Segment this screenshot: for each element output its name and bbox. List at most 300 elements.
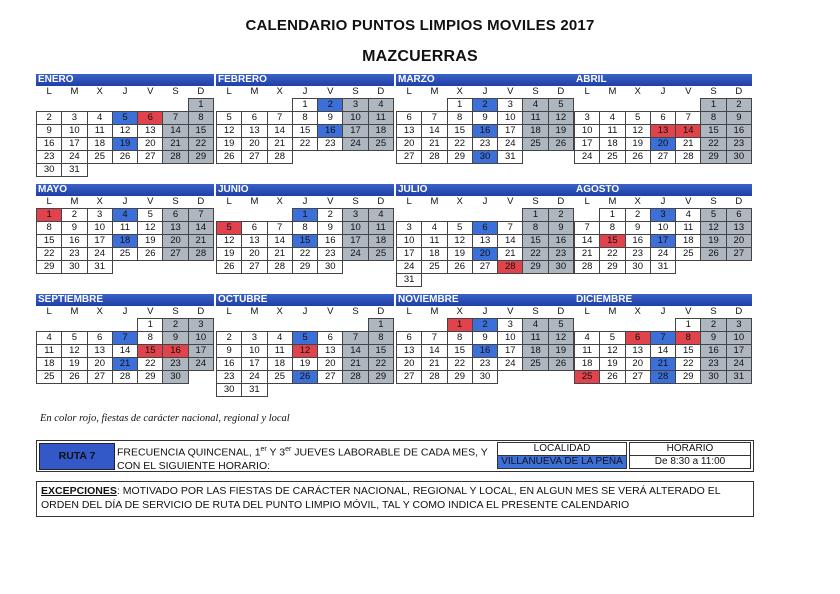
day-cell: 2 bbox=[37, 112, 62, 125]
day-cell: 13 bbox=[650, 125, 675, 138]
empty-cell bbox=[267, 319, 292, 332]
weekday-label: J bbox=[482, 196, 488, 208]
route-frequency: FRECUENCIA QUINCENAL, 1er Y 3er JUEVES LABORABLE DE CADA MES, Y CON EL SIGUIENTE HORARIO: bbox=[117, 446, 488, 472]
day-cell: 17 bbox=[498, 345, 523, 358]
month-name: ENERO bbox=[36, 74, 214, 86]
weekday-label: L bbox=[584, 306, 590, 318]
day-cell: 18 bbox=[37, 358, 62, 371]
day-cell: 13 bbox=[87, 345, 112, 358]
day-cell: 15 bbox=[447, 345, 472, 358]
day-cell: 4 bbox=[267, 332, 292, 345]
empty-cell bbox=[523, 151, 548, 164]
weekday-label: X bbox=[456, 86, 463, 97]
day-cell: 3 bbox=[498, 319, 523, 332]
day-cell: 22 bbox=[37, 248, 62, 261]
empty-cell bbox=[62, 319, 87, 332]
day-cell: 29 bbox=[701, 151, 726, 164]
day-cell: 15 bbox=[138, 345, 163, 358]
day-cell: 29 bbox=[292, 261, 317, 274]
day-cell: 25 bbox=[37, 371, 62, 384]
empty-cell bbox=[112, 319, 137, 332]
month-agosto bbox=[574, 184, 752, 274]
day-cell: 7 bbox=[575, 222, 600, 235]
day-cell: 6 bbox=[625, 332, 650, 345]
empty-cell bbox=[472, 274, 497, 287]
weekday-label: S bbox=[532, 196, 539, 207]
empty-cell bbox=[422, 99, 447, 112]
day-cell: 16 bbox=[163, 345, 188, 358]
day-cell: 6 bbox=[242, 222, 267, 235]
day-cell: 6 bbox=[397, 112, 422, 125]
empty-cell bbox=[397, 319, 422, 332]
day-cell: 25 bbox=[368, 138, 393, 151]
day-cell: 28 bbox=[343, 371, 368, 384]
weekday-label: S bbox=[352, 196, 359, 207]
day-cell: 9 bbox=[318, 222, 343, 235]
month-name: DICIEMBRE bbox=[574, 294, 752, 306]
day-cell: 19 bbox=[217, 138, 242, 151]
empty-cell bbox=[600, 319, 625, 332]
empty-cell bbox=[112, 261, 137, 274]
day-cell: 7 bbox=[188, 209, 213, 222]
day-cell: 20 bbox=[650, 138, 675, 151]
day-cell: 11 bbox=[575, 345, 600, 358]
weekday-label: L bbox=[584, 86, 590, 98]
day-cell: 10 bbox=[343, 222, 368, 235]
empty-cell bbox=[676, 99, 701, 112]
day-cell: 5 bbox=[138, 209, 163, 222]
month-junio bbox=[216, 184, 394, 274]
day-cell: 10 bbox=[575, 125, 600, 138]
empty-cell bbox=[292, 384, 317, 397]
day-cell: 9 bbox=[62, 222, 87, 235]
day-cell: 28 bbox=[650, 371, 675, 384]
day-cell: 15 bbox=[292, 125, 317, 138]
horario-header: HORARIO bbox=[629, 442, 751, 456]
empty-cell bbox=[217, 99, 242, 112]
day-cell: 20 bbox=[397, 358, 422, 371]
month-name: AGOSTO bbox=[574, 184, 752, 196]
empty-cell bbox=[548, 371, 573, 384]
day-cell: 11 bbox=[267, 345, 292, 358]
day-cell: 28 bbox=[498, 261, 523, 274]
day-cell: 20 bbox=[472, 248, 497, 261]
weekday-label: V bbox=[507, 86, 514, 97]
day-cell: 26 bbox=[217, 151, 242, 164]
empty-cell bbox=[600, 99, 625, 112]
day-cell: 27 bbox=[650, 151, 675, 164]
day-cell: 13 bbox=[625, 345, 650, 358]
day-cell: 3 bbox=[62, 112, 87, 125]
day-cell: 17 bbox=[343, 235, 368, 248]
day-cell: 9 bbox=[318, 112, 343, 125]
day-cell: 14 bbox=[163, 125, 188, 138]
day-cell: 2 bbox=[217, 332, 242, 345]
empty-cell bbox=[368, 384, 393, 397]
weekday-label: M bbox=[250, 196, 259, 208]
month-name: OCTUBRE bbox=[216, 294, 394, 306]
empty-cell bbox=[267, 99, 292, 112]
weekday-label: S bbox=[172, 86, 179, 98]
weekday-label: J bbox=[302, 86, 308, 97]
day-cell: 26 bbox=[548, 358, 573, 371]
day-cell: 21 bbox=[422, 358, 447, 371]
day-cell: 24 bbox=[726, 358, 751, 371]
day-cell: 2 bbox=[548, 209, 573, 222]
day-cell: 12 bbox=[292, 345, 317, 358]
day-cell: 20 bbox=[138, 138, 163, 151]
municipality-title: MAZCUERRAS bbox=[362, 48, 478, 65]
day-cell: 9 bbox=[163, 332, 188, 345]
day-cell: 9 bbox=[472, 332, 497, 345]
day-cell: 16 bbox=[701, 345, 726, 358]
empty-cell bbox=[242, 319, 267, 332]
day-cell: 22 bbox=[701, 138, 726, 151]
weekday-label: V bbox=[685, 306, 692, 317]
day-cell: 26 bbox=[600, 371, 625, 384]
day-cell: 23 bbox=[625, 248, 650, 261]
day-cell: 21 bbox=[267, 248, 292, 261]
empty-cell bbox=[87, 99, 112, 112]
day-cell: 17 bbox=[575, 138, 600, 151]
day-cell: 15 bbox=[600, 235, 625, 248]
empty-cell bbox=[575, 99, 600, 112]
day-cell: 3 bbox=[87, 209, 112, 222]
exceptions-text: : MOTIVADO POR LAS FIESTAS DE CARÁCTER NACIONAL, REGIONAL Y LOCAL, EN ALGUN MES SE VERÁ ALTERADO EL ORDEN DEL DÍA DE SERVICIO DE RUTA DEL PUNTO LIMPIO MÓVIL, TAL Y COMO INDICA EL PRESENTE CALENDARIO bbox=[41, 485, 721, 511]
weekday-label: M bbox=[430, 306, 439, 318]
empty-cell bbox=[422, 209, 447, 222]
weekday-label: V bbox=[327, 196, 334, 207]
day-cell: 6 bbox=[726, 209, 751, 222]
day-cell: 17 bbox=[188, 345, 213, 358]
day-cell: 20 bbox=[242, 248, 267, 261]
day-cell: 23 bbox=[472, 138, 497, 151]
day-cell: 8 bbox=[138, 332, 163, 345]
weekday-label: D bbox=[377, 306, 385, 317]
weekday-label: X bbox=[634, 196, 641, 207]
empty-cell bbox=[318, 384, 343, 397]
day-cell: 6 bbox=[650, 112, 675, 125]
day-cell: 7 bbox=[343, 332, 368, 345]
day-cell: 1 bbox=[676, 319, 701, 332]
day-cell: 31 bbox=[498, 151, 523, 164]
empty-cell bbox=[242, 99, 267, 112]
day-cell: 21 bbox=[343, 358, 368, 371]
empty-cell bbox=[292, 319, 317, 332]
day-cell: 31 bbox=[397, 274, 422, 287]
weekday-label: L bbox=[46, 306, 52, 318]
empty-cell bbox=[368, 261, 393, 274]
day-cell: 9 bbox=[548, 222, 573, 235]
day-cell: 20 bbox=[163, 235, 188, 248]
weekday-label: S bbox=[352, 86, 359, 97]
day-cell: 3 bbox=[397, 222, 422, 235]
weekday-label: L bbox=[226, 196, 232, 208]
empty-cell bbox=[87, 164, 112, 177]
empty-cell bbox=[650, 319, 675, 332]
day-cell: 1 bbox=[600, 209, 625, 222]
day-cell: 24 bbox=[575, 151, 600, 164]
day-cell: 24 bbox=[87, 248, 112, 261]
day-cell: 30 bbox=[472, 371, 497, 384]
day-cell: 10 bbox=[343, 112, 368, 125]
day-cell: 25 bbox=[267, 371, 292, 384]
day-cell: 14 bbox=[498, 235, 523, 248]
day-cell: 2 bbox=[62, 209, 87, 222]
day-cell: 5 bbox=[625, 112, 650, 125]
day-cell: 20 bbox=[318, 358, 343, 371]
day-cell: 19 bbox=[112, 138, 137, 151]
day-cell: 30 bbox=[318, 261, 343, 274]
weekday-label: V bbox=[685, 86, 692, 98]
day-cell: 18 bbox=[368, 125, 393, 138]
weekday-label: S bbox=[172, 196, 179, 207]
day-cell: 12 bbox=[600, 345, 625, 358]
day-cell: 5 bbox=[447, 222, 472, 235]
day-cell: 24 bbox=[242, 371, 267, 384]
empty-cell bbox=[498, 209, 523, 222]
weekday-label: V bbox=[507, 196, 514, 208]
month-octubre bbox=[216, 294, 394, 397]
day-cell: 27 bbox=[87, 371, 112, 384]
empty-cell bbox=[62, 99, 87, 112]
day-cell: 26 bbox=[625, 151, 650, 164]
weekday-label: M bbox=[70, 86, 79, 98]
day-cell: 5 bbox=[62, 332, 87, 345]
empty-cell bbox=[163, 164, 188, 177]
day-cell: 7 bbox=[498, 222, 523, 235]
day-cell: 22 bbox=[188, 138, 213, 151]
month-name: MARZO bbox=[396, 74, 574, 86]
day-cell: 5 bbox=[548, 319, 573, 332]
empty-cell bbox=[625, 99, 650, 112]
weekday-label: V bbox=[147, 306, 154, 317]
day-cell: 26 bbox=[112, 151, 137, 164]
legend-note: En color rojo, fiestas de carácter nacional, regional y local bbox=[40, 413, 290, 424]
empty-cell bbox=[292, 151, 317, 164]
day-cell: 31 bbox=[87, 261, 112, 274]
day-cell: 10 bbox=[498, 332, 523, 345]
empty-cell bbox=[447, 274, 472, 287]
day-cell: 2 bbox=[472, 99, 497, 112]
day-cell: 1 bbox=[701, 99, 726, 112]
weekday-label: V bbox=[147, 86, 154, 98]
empty-cell bbox=[163, 99, 188, 112]
day-cell: 6 bbox=[138, 112, 163, 125]
day-cell: 1 bbox=[292, 99, 317, 112]
day-cell: 19 bbox=[600, 358, 625, 371]
day-cell: 1 bbox=[523, 209, 548, 222]
empty-cell bbox=[343, 384, 368, 397]
weekday-label: L bbox=[406, 306, 412, 318]
day-cell: 2 bbox=[472, 319, 497, 332]
month-name: MAYO bbox=[36, 184, 214, 196]
month-name: SEPTIEMBRE bbox=[36, 294, 214, 306]
day-cell: 10 bbox=[242, 345, 267, 358]
day-cell: 12 bbox=[625, 125, 650, 138]
day-cell: 16 bbox=[37, 138, 62, 151]
empty-cell bbox=[37, 99, 62, 112]
day-cell: 22 bbox=[138, 358, 163, 371]
day-cell: 10 bbox=[650, 222, 675, 235]
day-cell: 19 bbox=[447, 248, 472, 261]
day-cell: 22 bbox=[447, 358, 472, 371]
day-cell: 21 bbox=[188, 235, 213, 248]
day-cell: 22 bbox=[447, 138, 472, 151]
day-cell: 10 bbox=[87, 222, 112, 235]
weekday-label: D bbox=[735, 306, 743, 317]
day-cell: 4 bbox=[87, 112, 112, 125]
day-cell: 12 bbox=[138, 222, 163, 235]
day-cell: 12 bbox=[217, 125, 242, 138]
day-cell: 13 bbox=[163, 222, 188, 235]
month-name: ABRIL bbox=[574, 74, 752, 86]
day-cell: 17 bbox=[397, 248, 422, 261]
day-cell: 27 bbox=[163, 248, 188, 261]
day-cell: 30 bbox=[217, 384, 242, 397]
day-cell: 24 bbox=[343, 248, 368, 261]
day-cell: 30 bbox=[701, 371, 726, 384]
day-cell: 4 bbox=[37, 332, 62, 345]
day-cell: 13 bbox=[242, 125, 267, 138]
day-cell: 3 bbox=[343, 209, 368, 222]
day-cell: 9 bbox=[217, 345, 242, 358]
day-cell: 18 bbox=[267, 358, 292, 371]
day-cell: 8 bbox=[368, 332, 393, 345]
day-cell: 27 bbox=[397, 151, 422, 164]
localidad-header: LOCALIDAD bbox=[497, 442, 627, 456]
weekday-label: X bbox=[96, 196, 103, 207]
weekday-label: L bbox=[406, 196, 412, 208]
day-cell: 9 bbox=[701, 332, 726, 345]
weekday-label: D bbox=[735, 196, 743, 207]
day-cell: 4 bbox=[523, 99, 548, 112]
day-cell: 15 bbox=[447, 125, 472, 138]
day-cell: 1 bbox=[37, 209, 62, 222]
day-cell: 27 bbox=[625, 371, 650, 384]
weekday-label: D bbox=[377, 196, 385, 207]
day-cell: 5 bbox=[600, 332, 625, 345]
day-cell: 24 bbox=[62, 151, 87, 164]
day-cell: 13 bbox=[472, 235, 497, 248]
day-cell: 29 bbox=[523, 261, 548, 274]
day-cell: 7 bbox=[267, 112, 292, 125]
day-cell: 28 bbox=[422, 371, 447, 384]
day-cell: 30 bbox=[37, 164, 62, 177]
empty-cell bbox=[575, 209, 600, 222]
day-cell: 12 bbox=[701, 222, 726, 235]
day-cell: 28 bbox=[422, 151, 447, 164]
month-enero bbox=[36, 74, 214, 177]
weekday-label: L bbox=[46, 86, 52, 98]
day-cell: 16 bbox=[726, 125, 751, 138]
day-cell: 18 bbox=[676, 235, 701, 248]
day-cell: 25 bbox=[600, 151, 625, 164]
day-cell: 21 bbox=[650, 358, 675, 371]
day-cell: 29 bbox=[368, 371, 393, 384]
day-cell: 23 bbox=[726, 138, 751, 151]
day-cell: 24 bbox=[397, 261, 422, 274]
weekday-label: L bbox=[46, 196, 52, 207]
empty-cell bbox=[343, 319, 368, 332]
day-cell: 15 bbox=[292, 235, 317, 248]
day-cell: 20 bbox=[625, 358, 650, 371]
day-cell: 11 bbox=[368, 222, 393, 235]
weekday-label: M bbox=[250, 306, 259, 318]
day-cell: 25 bbox=[523, 138, 548, 151]
day-cell: 7 bbox=[422, 332, 447, 345]
horario-value: De 8:30 a 11:00 bbox=[629, 455, 751, 469]
empty-cell bbox=[138, 164, 163, 177]
day-cell: 16 bbox=[625, 235, 650, 248]
day-cell: 3 bbox=[188, 319, 213, 332]
weekday-label: X bbox=[634, 306, 641, 318]
day-cell: 1 bbox=[292, 209, 317, 222]
weekday-label: S bbox=[352, 306, 359, 318]
day-cell: 9 bbox=[37, 125, 62, 138]
day-cell: 20 bbox=[397, 138, 422, 151]
day-cell: 21 bbox=[112, 358, 137, 371]
day-cell: 16 bbox=[318, 125, 343, 138]
day-cell: 2 bbox=[318, 209, 343, 222]
day-cell: 14 bbox=[650, 345, 675, 358]
day-cell: 22 bbox=[292, 248, 317, 261]
day-cell: 4 bbox=[575, 332, 600, 345]
day-cell: 10 bbox=[726, 332, 751, 345]
day-cell: 14 bbox=[112, 345, 137, 358]
day-cell: 27 bbox=[472, 261, 497, 274]
empty-cell bbox=[37, 319, 62, 332]
empty-cell bbox=[318, 319, 343, 332]
weekday-label: D bbox=[377, 86, 385, 97]
day-cell: 1 bbox=[188, 99, 213, 112]
day-cell: 6 bbox=[163, 209, 188, 222]
day-cell: 8 bbox=[292, 222, 317, 235]
day-cell: 23 bbox=[318, 138, 343, 151]
day-cell: 14 bbox=[422, 125, 447, 138]
exceptions-box bbox=[36, 481, 754, 517]
day-cell: 3 bbox=[575, 112, 600, 125]
empty-cell bbox=[112, 164, 137, 177]
day-cell: 28 bbox=[267, 261, 292, 274]
day-cell: 25 bbox=[523, 358, 548, 371]
day-cell: 5 bbox=[292, 332, 317, 345]
day-cell: 19 bbox=[548, 345, 573, 358]
day-cell: 17 bbox=[87, 235, 112, 248]
weekday-label: J bbox=[660, 196, 666, 207]
empty-cell bbox=[267, 384, 292, 397]
day-cell: 11 bbox=[37, 345, 62, 358]
weekday-label: X bbox=[96, 306, 103, 318]
weekday-label: M bbox=[70, 196, 79, 207]
day-cell: 8 bbox=[447, 112, 472, 125]
weekday-label: J bbox=[302, 196, 308, 207]
day-cell: 16 bbox=[548, 235, 573, 248]
day-cell: 26 bbox=[138, 248, 163, 261]
day-cell: 6 bbox=[318, 332, 343, 345]
day-cell: 4 bbox=[368, 209, 393, 222]
day-cell: 7 bbox=[112, 332, 137, 345]
weekday-label: V bbox=[147, 196, 154, 207]
empty-cell bbox=[548, 151, 573, 164]
day-cell: 23 bbox=[548, 248, 573, 261]
day-cell: 18 bbox=[112, 235, 137, 248]
empty-cell bbox=[188, 371, 213, 384]
day-cell: 12 bbox=[112, 125, 137, 138]
day-cell: 1 bbox=[447, 99, 472, 112]
day-cell: 8 bbox=[447, 332, 472, 345]
weekday-label: J bbox=[122, 306, 128, 318]
